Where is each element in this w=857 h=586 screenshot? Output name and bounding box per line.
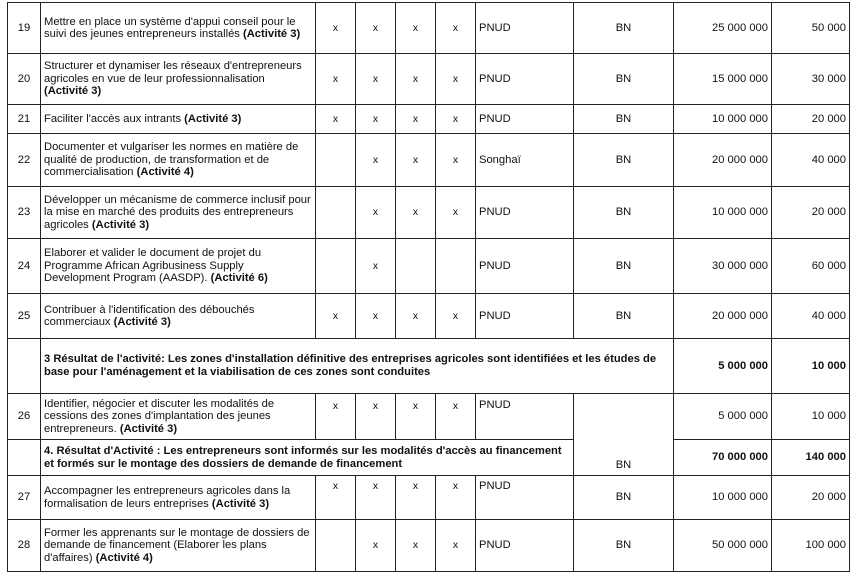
table-row bbox=[8, 187, 850, 239]
result-row bbox=[8, 339, 850, 394]
amount-cell: 50 000 000 bbox=[674, 520, 772, 572]
partner-cell: PNUD bbox=[476, 187, 574, 239]
period-mark: x bbox=[316, 105, 356, 134]
table-row bbox=[8, 394, 850, 440]
amount-cell: 10 000 000 bbox=[674, 105, 772, 134]
activity-cell bbox=[41, 105, 316, 134]
result-total: 140 000 bbox=[772, 440, 850, 476]
activity-text: Identifier, négocier et discuter les modalités de cessions des zones d'implantation des jeunes entrepreneurs. bbox=[44, 397, 275, 435]
row-number: 20 bbox=[8, 54, 41, 105]
period-mark: x bbox=[356, 394, 396, 440]
period-mark: x bbox=[396, 520, 436, 572]
partner-cell: PNUD bbox=[476, 105, 574, 134]
row-number: 25 bbox=[8, 294, 41, 339]
period-mark: x bbox=[436, 187, 476, 239]
table-row bbox=[8, 520, 850, 572]
total-cell: 10 000 bbox=[772, 394, 850, 440]
row-number: 28 bbox=[8, 520, 41, 572]
result-amount: 5 000 000 bbox=[674, 339, 772, 394]
amount-cell: 5 000 000 bbox=[674, 394, 772, 440]
partner-cell: PNUD bbox=[476, 520, 574, 572]
activity-cell bbox=[41, 239, 316, 294]
period-mark: x bbox=[356, 3, 396, 54]
activity-tag: (Activité 3) bbox=[119, 422, 178, 435]
activity-cell bbox=[41, 520, 316, 572]
activity-cell bbox=[41, 54, 316, 105]
period-mark: x bbox=[436, 294, 476, 339]
activity-tag: (Activité 3) bbox=[113, 316, 171, 328]
period-mark: x bbox=[356, 134, 396, 187]
period-mark: x bbox=[316, 294, 356, 339]
activity-text: Contribuer à l'identification des débouchés commerciaux bbox=[44, 303, 255, 328]
amount-cell: 15 000 000 bbox=[674, 54, 772, 105]
period-mark: x bbox=[396, 3, 436, 54]
period-mark: x bbox=[396, 187, 436, 239]
responsible-cell: BN bbox=[574, 134, 674, 187]
activity-text: Faciliter l'accès aux intrants bbox=[44, 112, 182, 125]
period-mark: x bbox=[316, 394, 356, 440]
partner-cell: PNUD bbox=[476, 394, 574, 440]
activity-text: Mettre en place un système d'appui conseil pour le suivi des jeunes entrepreneurs installés bbox=[44, 15, 296, 40]
total-cell: 20 000 bbox=[772, 476, 850, 520]
result-heading: 3 Résultat de l'activité: Les zones d'installation définitive des entreprises agricoles sont identifiées et les études de base pour l'aménagement et la viabilisation de ces zones sont conduites bbox=[41, 339, 674, 394]
amount-cell: 30 000 000 bbox=[674, 239, 772, 294]
responsible-cell: BN bbox=[574, 476, 674, 520]
period-mark: x bbox=[436, 105, 476, 134]
activity-tag: (Activité 4) bbox=[136, 166, 194, 179]
period-mark: x bbox=[436, 134, 476, 187]
period-mark: x bbox=[356, 54, 396, 105]
activity-text: Elaborer et valider le document de projet du Programme African Agribusiness Supply Development Program (AASDP). bbox=[44, 247, 262, 285]
partner-cell: PNUD bbox=[476, 3, 574, 54]
responsible-cell: BN bbox=[574, 520, 674, 572]
empty-cell bbox=[8, 440, 41, 476]
total-cell: 50 000 bbox=[772, 3, 850, 54]
partner-cell: PNUD bbox=[476, 294, 574, 339]
period-mark: x bbox=[396, 105, 436, 134]
activity-cell bbox=[41, 3, 316, 54]
result-row bbox=[8, 440, 850, 476]
total-cell: 20 000 bbox=[772, 187, 850, 239]
period-mark: x bbox=[436, 394, 476, 440]
activity-text: Développer un mécanisme de commerce inclusif pour la mise en marché des produits des entrepreneurs agricoles bbox=[44, 193, 311, 231]
table-row bbox=[8, 3, 850, 54]
partner-cell: PNUD bbox=[476, 239, 574, 294]
activity-text: Former les apprenants sur le montage de dossiers de demande de financement (Elaborer les plans d'affaires) bbox=[44, 526, 310, 564]
partner-cell: Songhaï bbox=[476, 134, 574, 187]
activity-tag: (Activité 3) bbox=[211, 497, 270, 510]
row-number: 19 bbox=[8, 3, 41, 54]
responsible-cell: BN bbox=[574, 105, 674, 134]
period-mark: x bbox=[356, 187, 396, 239]
period-mark: x bbox=[396, 476, 436, 520]
total-cell: 60 000 bbox=[772, 239, 850, 294]
partner-cell: PNUD bbox=[476, 476, 574, 520]
table-row bbox=[8, 476, 850, 520]
result-total: 10 000 bbox=[772, 339, 850, 394]
partner-cell: PNUD bbox=[476, 54, 574, 105]
activity-text: Documenter et vulgariser les normes en matière de qualité de production, de transformation et de commercialisation bbox=[44, 141, 299, 179]
period-mark: x bbox=[316, 54, 356, 105]
amount-cell: 10 000 000 bbox=[674, 187, 772, 239]
total-cell: 20 000 bbox=[772, 105, 850, 134]
period-mark: x bbox=[436, 520, 476, 572]
period-mark: x bbox=[436, 3, 476, 54]
activity-cell bbox=[41, 187, 316, 239]
period-mark bbox=[396, 239, 436, 294]
row-number: 27 bbox=[8, 476, 41, 520]
activity-tag: (Activité 4) bbox=[95, 551, 153, 564]
table-row bbox=[8, 54, 850, 105]
activity-tag: (Activité 3) bbox=[91, 218, 150, 231]
period-mark: x bbox=[316, 476, 356, 520]
activity-tag: (Activité 3) bbox=[184, 112, 242, 125]
amount-cell: 20 000 000 bbox=[674, 134, 772, 187]
row-number: 21 bbox=[8, 105, 41, 134]
total-cell: 40 000 bbox=[772, 294, 850, 339]
total-cell: 100 000 bbox=[772, 520, 850, 572]
budget-table bbox=[7, 2, 850, 572]
row-number: 23 bbox=[8, 187, 41, 239]
table-row bbox=[8, 105, 850, 134]
period-mark: x bbox=[316, 3, 356, 54]
row-number: 26 bbox=[8, 394, 41, 440]
period-mark: x bbox=[396, 54, 436, 105]
amount-cell: 10 000 000 bbox=[674, 476, 772, 520]
activity-cell bbox=[41, 394, 316, 440]
period-mark: x bbox=[356, 239, 396, 294]
period-mark: x bbox=[356, 476, 396, 520]
activity-cell bbox=[41, 134, 316, 187]
activity-cell bbox=[41, 476, 316, 520]
row-number: 24 bbox=[8, 239, 41, 294]
period-mark: x bbox=[396, 394, 436, 440]
responsible-cell: BN bbox=[574, 239, 674, 294]
amount-cell: 25 000 000 bbox=[674, 3, 772, 54]
activity-text: Accompagner les entrepreneurs agricoles dans la formalisation de leurs entreprises bbox=[44, 485, 291, 510]
period-mark: x bbox=[396, 294, 436, 339]
result-heading: 4. Résultat d'Activité : Les entrepreneurs sont informés sur les modalités d'accès au financement et formés sur le montage des dossiers de demande de financement bbox=[41, 440, 574, 476]
table-row bbox=[8, 294, 850, 339]
result-amount: 70 000 000 bbox=[674, 440, 772, 476]
activity-tag: (Activité 3) bbox=[44, 85, 102, 98]
empty-cell bbox=[8, 339, 41, 394]
activity-tag: (Activité 3) bbox=[243, 28, 301, 40]
responsible-cell: BN bbox=[574, 3, 674, 54]
amount-cell: 20 000 000 bbox=[674, 294, 772, 339]
period-mark bbox=[436, 239, 476, 294]
period-mark: x bbox=[356, 520, 396, 572]
period-mark bbox=[316, 134, 356, 187]
period-mark: x bbox=[356, 105, 396, 134]
activity-text: Structurer et dynamiser les réseaux d'entrepreneurs agricoles en vue de leur professionnalisation bbox=[44, 60, 302, 85]
table-row bbox=[8, 134, 850, 187]
period-mark: x bbox=[436, 54, 476, 105]
period-mark: x bbox=[436, 476, 476, 520]
responsible-cell: BN bbox=[574, 394, 674, 476]
period-mark bbox=[316, 520, 356, 572]
responsible-cell: BN bbox=[574, 187, 674, 239]
activity-tag: (Activité 6) bbox=[210, 272, 268, 285]
row-number: 22 bbox=[8, 134, 41, 187]
total-cell: 40 000 bbox=[772, 134, 850, 187]
activity-cell bbox=[41, 294, 316, 339]
period-mark: x bbox=[356, 294, 396, 339]
responsible-cell: BN bbox=[574, 54, 674, 105]
responsible-cell: BN bbox=[574, 294, 674, 339]
period-mark bbox=[316, 187, 356, 239]
period-mark bbox=[316, 239, 356, 294]
table-row bbox=[8, 239, 850, 294]
period-mark: x bbox=[396, 134, 436, 187]
total-cell: 30 000 bbox=[772, 54, 850, 105]
